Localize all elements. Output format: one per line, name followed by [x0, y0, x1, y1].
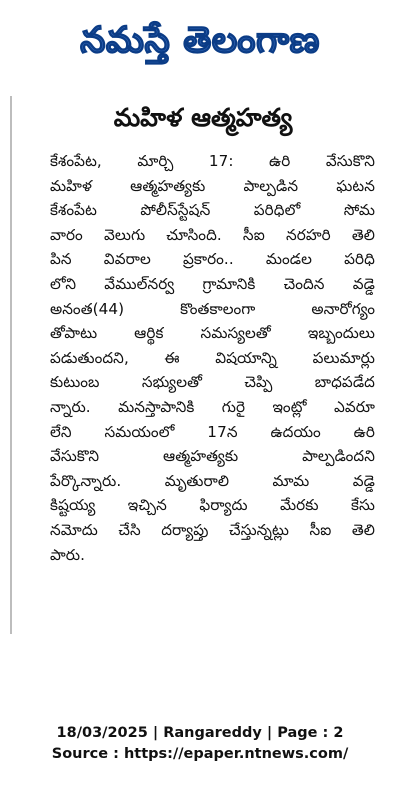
clipping-footer: [0, 723, 400, 765]
article-line: కేశంపేట పోలీస్‌స్టేషన్ పరిధిలో సోమ: [50, 201, 375, 220]
article-line: పేర్కొన్నారు. మృతురాలి మామ వడ్డె: [50, 471, 375, 490]
date-edition-page-line: 18/03/2025 | Rangareddy | Page : 2: [56, 725, 344, 741]
article-line: తోపాటు ఆర్థిక సమస్యలతో ఇబ్బందులు: [50, 324, 375, 343]
article-line: వేసుకొని ఆత్మహత్యకు పాల్పడిందని: [50, 447, 375, 466]
article-line: పిన వివరాల ప్రకారం.. మండల పరిధి: [50, 250, 375, 269]
article-headline: మహిళ ఆత్మహత్య: [113, 103, 293, 132]
article-line: మహిళ ఆత్మహత్యకు పాల్పడిన ఘటన: [50, 176, 375, 195]
article-line: వారం వెలుగు చూసింది. సీఐ నరహరి తెలి: [50, 225, 375, 244]
article-line: కేశంపేట, మార్చి 17: ఉరి వేసుకొని: [50, 152, 375, 170]
article-line: లోని వేముల్‌నర్వ గ్రామానికి చెందిన వడ్డె: [50, 274, 375, 293]
masthead-logo-text: నమస్తే తెలంగాణ: [80, 20, 320, 61]
article-line: పారు.: [50, 545, 86, 564]
article-line: పడుతుందని, ఈ విషయాన్ని పలుమార్లు: [50, 348, 375, 367]
article-line: న్నారు. మనస్తాపానికి గురై ఇంట్లో ఎవరూ: [50, 397, 375, 416]
article-line: లేని సమయంలో 17న ఉదయం ఉరి: [50, 422, 375, 441]
article-body: [50, 149, 375, 567]
article-line: కిష్టయ్య ఇచ్చిన ఫిర్యాదు మేరకు కేసు: [50, 496, 375, 515]
article-line: నమోదు చేసి దర్యాప్తు చేస్తున్నట్లు సీఐ తెలి: [50, 520, 375, 539]
article-line: అనంత(44) కొంతకాలంగా అనారోగ్యం: [50, 299, 375, 318]
source-url-line: Source : https://epaper.ntnews.com/: [51, 746, 349, 762]
newspaper-masthead-logo: [6, 6, 394, 76]
article-line: కుటుంబ సభ్యులతో చెప్పి బాధపడేద: [50, 373, 375, 392]
